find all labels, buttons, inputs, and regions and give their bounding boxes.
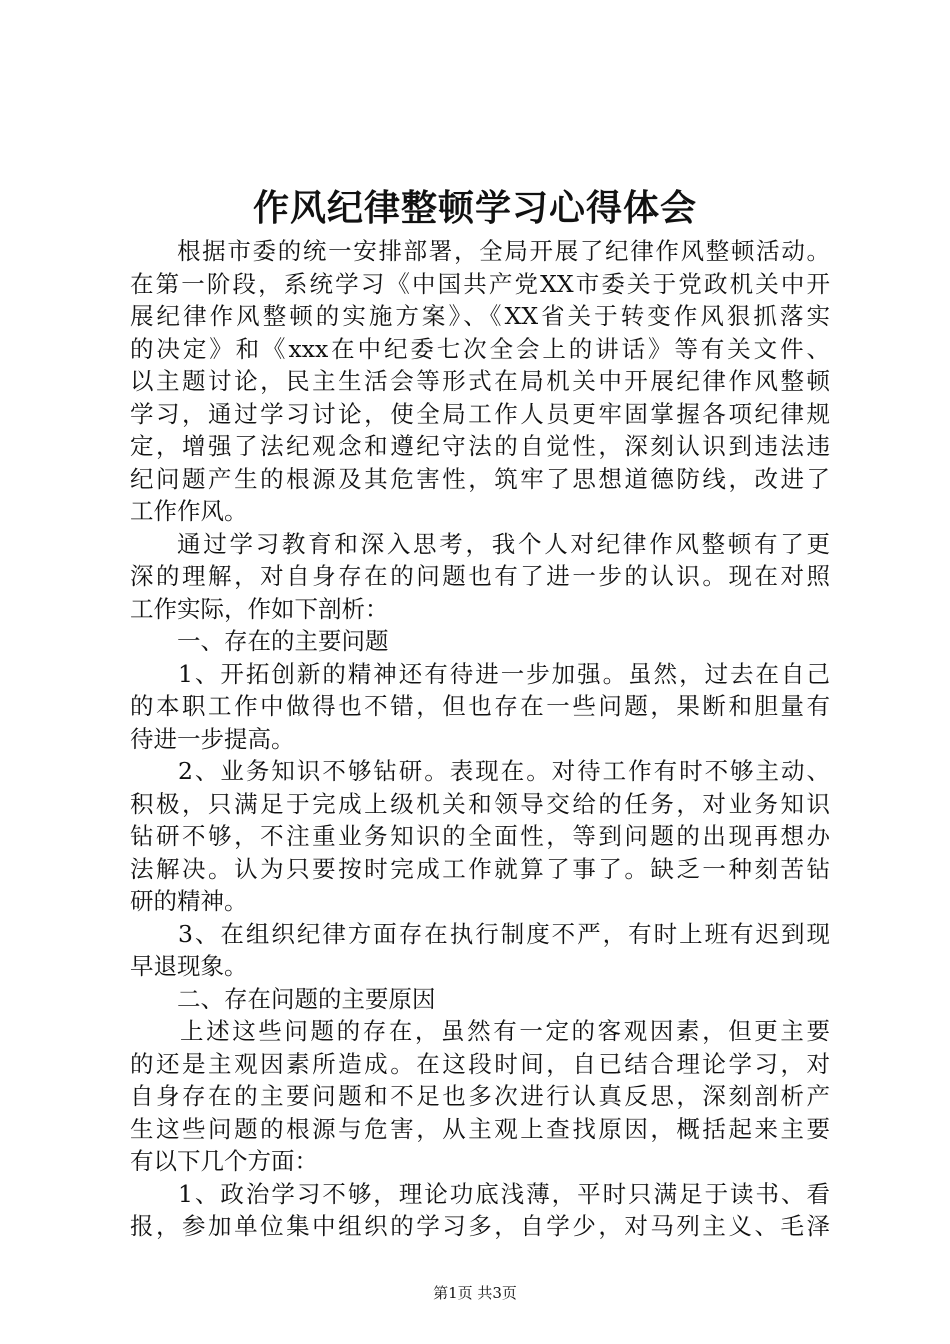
paragraph-line: 定，增强了法纪观念和遵纪守法的自觉性，深刻认识到违法违 <box>130 432 830 460</box>
paragraph-line: 工作实际，作如下剖析： <box>130 594 389 623</box>
paragraph-line: 自身存在的主要问题和不足也多次进行认真反思，深刻剖析产 <box>130 1082 830 1110</box>
paragraph-line: 生这些问题的根源与危害，从主观上查找原因，概括起来主要 <box>130 1114 830 1143</box>
paragraph-line: 展纪律作风整顿的实施方案》、《XX省关于转变作风狠抓落实 <box>130 302 830 330</box>
paragraph-line: 的本职工作中做得也不错，但也存在一些问题，果断和胆量有 <box>130 692 830 720</box>
paragraph-line: 根据市委的统一安排部署，全局开展了纪律作风整顿活动。 <box>177 237 830 265</box>
paragraph-line: 1、政治学习不够，理论功底浅薄，平时只满足于读书、看 <box>178 1179 830 1208</box>
paragraph-line: 早退现象。 <box>130 952 248 980</box>
document-title: 作风纪律整顿学习心得体会 <box>252 187 697 229</box>
paragraph-line: 法解决。认为只要按时完成工作就算了事了。缺乏一种刻苦钻 <box>130 854 830 883</box>
paragraph-line: 纪问题产生的根源及其危害性，筑牢了思想道德防线，改进了 <box>130 464 830 493</box>
section-heading: 一、存在的主要问题 <box>177 627 389 655</box>
section-heading: 二、存在问题的主要原因 <box>177 984 436 1013</box>
paragraph-line: 在第一阶段，系统学习《中国共产党XX市委关于党政机关中开 <box>130 269 830 298</box>
paragraph-line: 2、业务知识不够钻研。表现在。对待工作有时不够主动、 <box>178 757 830 785</box>
page-footer: 第1页 共3页 <box>433 1284 517 1302</box>
paragraph-line: 深的理解，对自身存在的问题也有了进一步的认识。现在对照 <box>130 562 830 590</box>
paragraph-line: 钻研不够，不注重业务知识的全面性，等到问题的出现再想办 <box>130 822 830 850</box>
paragraph-line: 以主题讨论，民主生活会等形式在局机关中开展纪律作风整顿 <box>130 367 830 395</box>
paragraph-line: 待进一步提高。 <box>130 724 295 753</box>
paragraph-line: 上述这些问题的存在，虽然有一定的客观因素，但更主要 <box>180 1017 830 1045</box>
paragraph-line: 有以下几个方面： <box>130 1147 318 1175</box>
paragraph-line: 积极，只满足于完成上级机关和领导交给的任务，对业务知识 <box>130 789 830 818</box>
paragraph-line: 1、开拓创新的精神还有待进一步加强。虽然，过去在自己 <box>178 659 830 688</box>
paragraph-line: 工作作风。 <box>130 497 248 525</box>
paragraph-line: 学习，通过学习讨论，使全局工作人员更牢固掌握各项纪律规 <box>130 399 830 428</box>
paragraph-line: 通过学习教育和深入思考，我个人对纪律作风整顿有了更 <box>177 529 830 558</box>
document-body <box>130 235 830 1243</box>
paragraph-line: 研的精神。 <box>130 887 248 915</box>
paragraph-line: 3、在组织纪律方面存在执行制度不严，有时上班有迟到现 <box>178 919 830 948</box>
paragraph-line: 的决定》和《xxx在中纪委七次全会上的讲话》等有关文件、 <box>130 334 830 363</box>
paragraph-line: 报，参加单位集中组织的学习多，自学少，对马列主义、毛泽 <box>130 1212 830 1240</box>
paragraph-line: 的还是主观因素所造成。在这段时间，自已结合理论学习，对 <box>130 1049 830 1078</box>
